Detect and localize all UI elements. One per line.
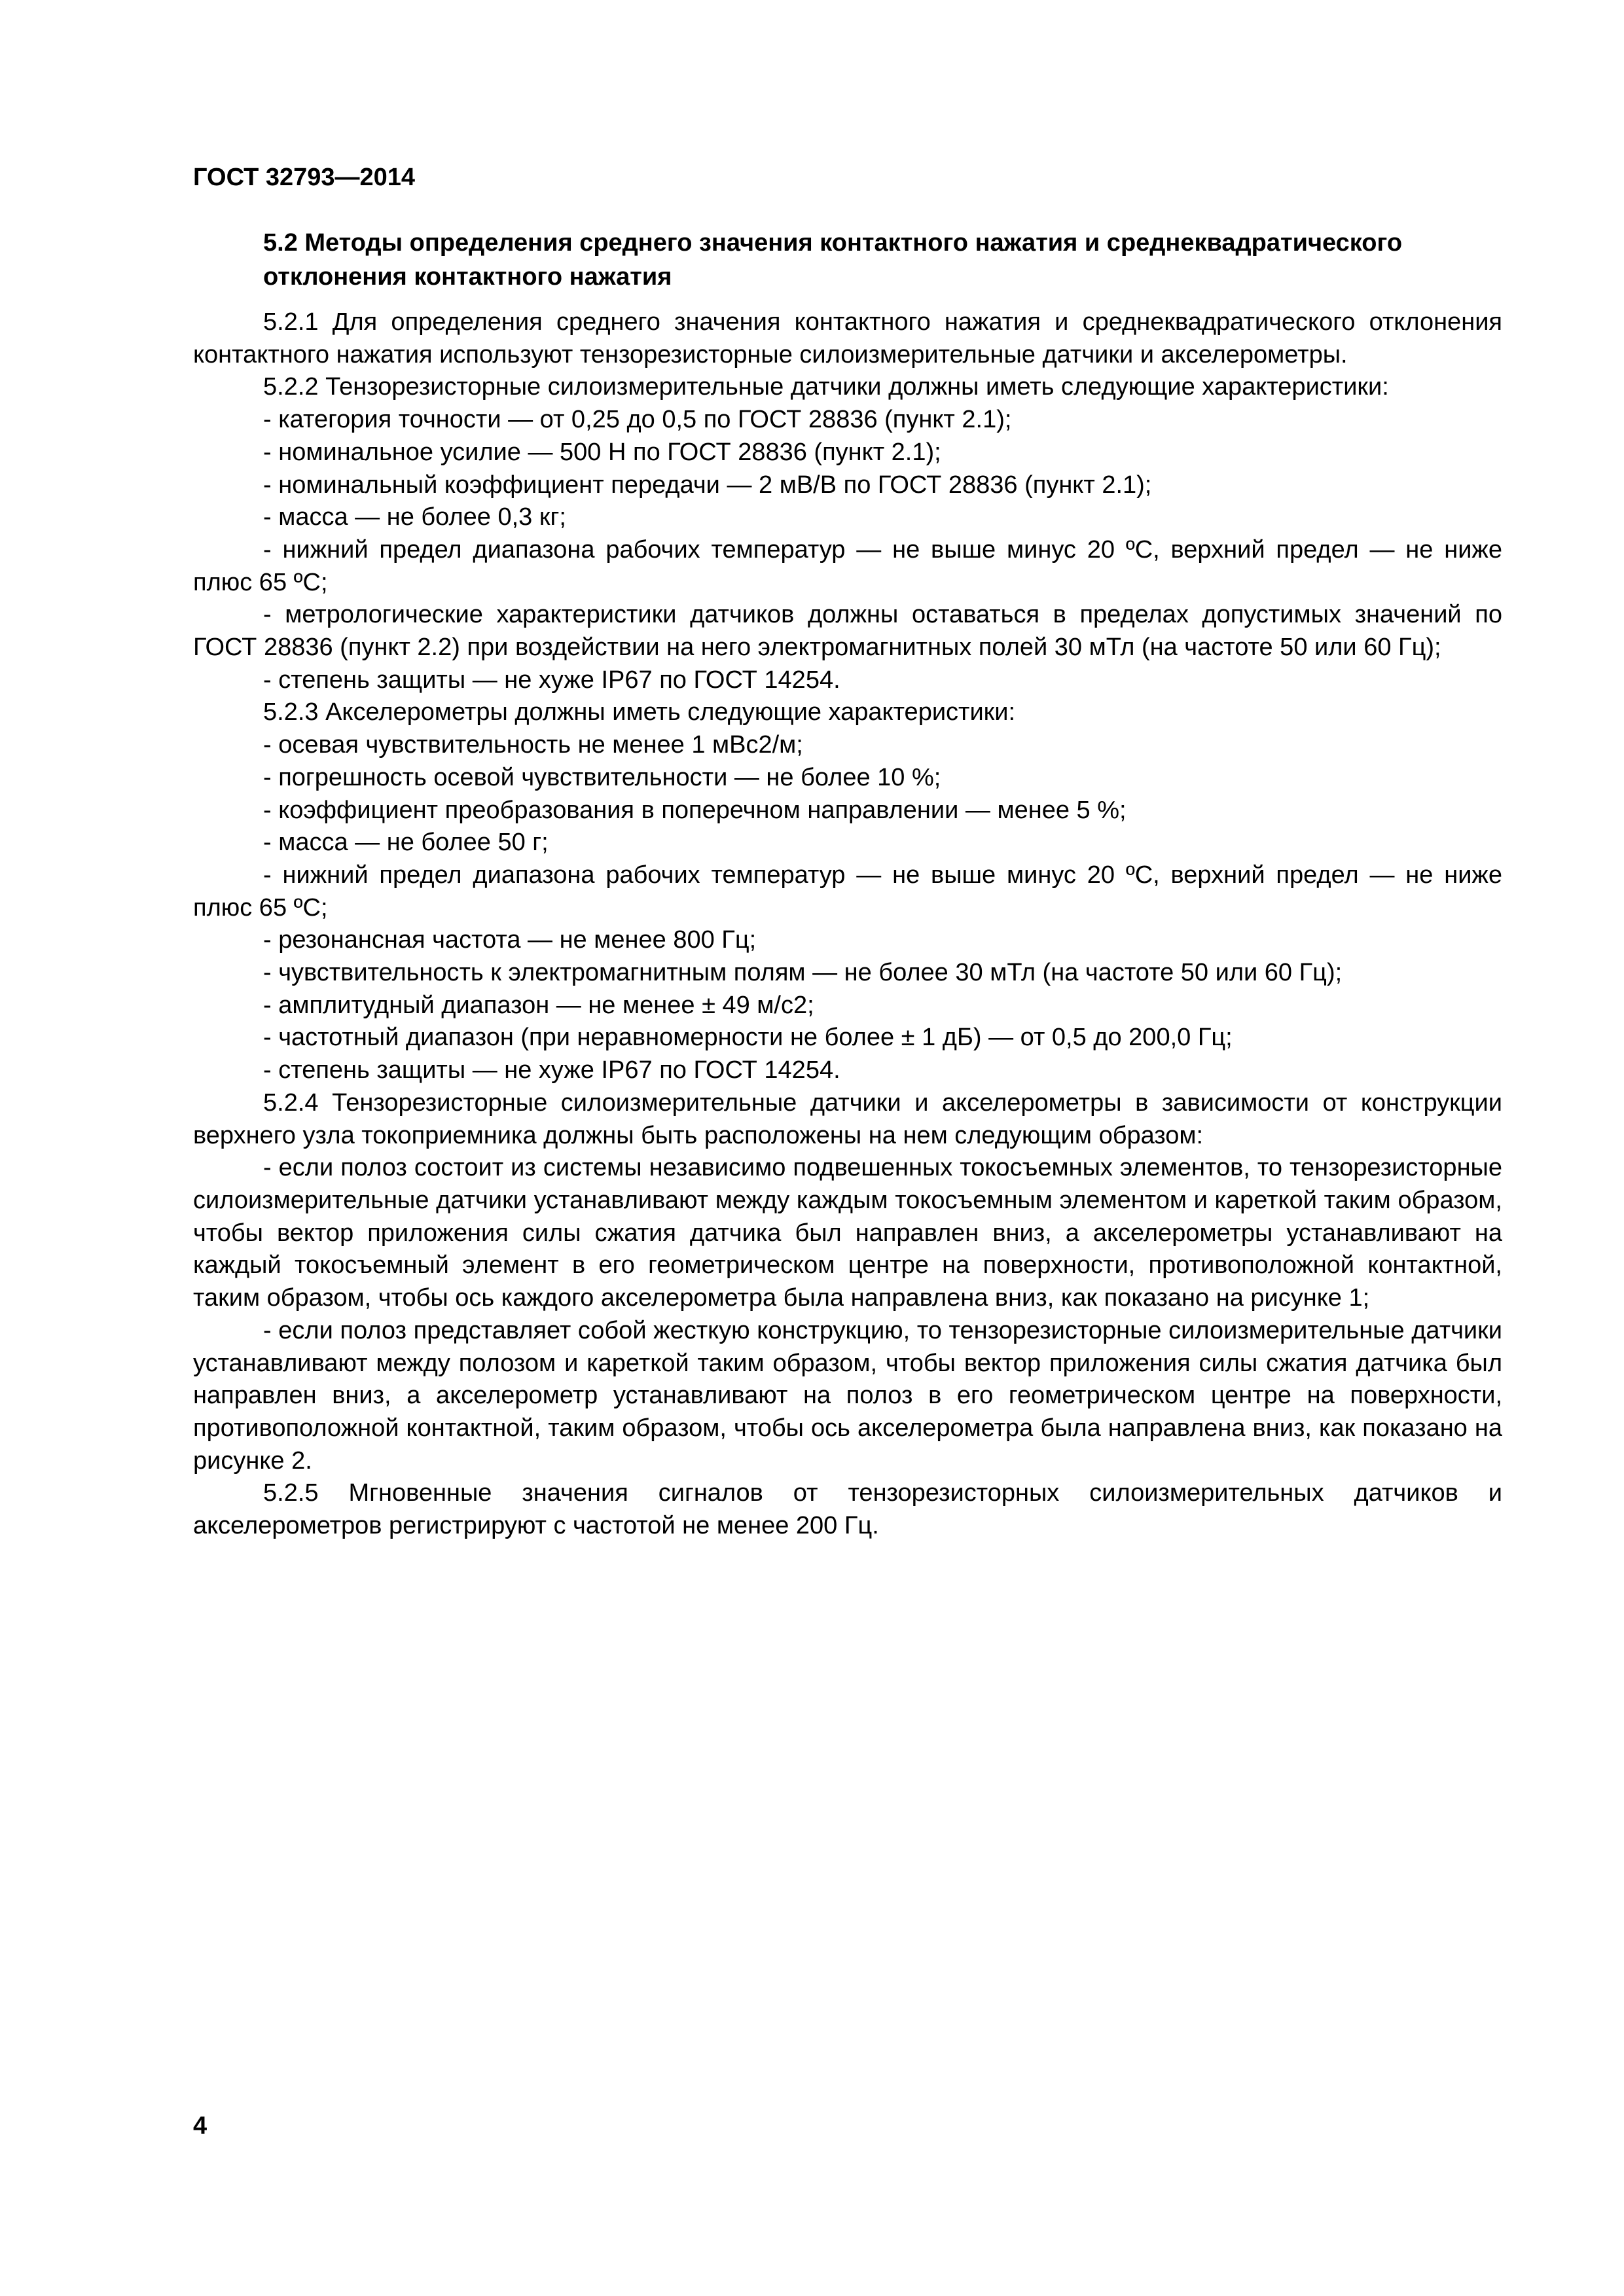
- document-code-header: ГОСТ 32793—2014: [193, 164, 416, 191]
- list-item: - осевая чувствительность не менее 1 мВс2/м;: [263, 731, 803, 759]
- list-item: - метрологические характеристики датчиков должны оставаться в пределах допустимых значений по ГОСТ 28836 (пункт 2.2) при воздействии на него электромагнитных полей 30 мТл (на частоте 50 или 60 Гц);: [193, 601, 1502, 662]
- paragraph-5-2-2: 5.2.2 Тензорезисторные силоизмерительные датчики должны иметь следующие характеристики:: [263, 373, 1389, 401]
- list-item: - масса — не более 0,3 кг;: [263, 503, 566, 531]
- page-number: 4: [193, 2112, 208, 2140]
- list-item: - номинальное усилие — 500 Н по ГОСТ 28836 (пункт 2.1);: [263, 438, 941, 466]
- list-item: - категория точности — от 0,25 до 0,5 по ГОСТ 28836 (пункт 2.1);: [263, 406, 1012, 434]
- paragraph-5-2-5: 5.2.5 Мгновенные значения сигналов от тензорезисторных силоизмерительных датчиков и акселерометров регистрируют с частотой не менее 200 Гц.: [193, 1479, 1502, 1540]
- list-item: - чувствительность к электромагнитным полям — не более 30 мТл (на частоте 50 или 60 Гц);: [263, 959, 1343, 987]
- list-item: - номинальный коэффициент передачи — 2 мВ/В по ГОСТ 28836 (пункт 2.1);: [263, 471, 1152, 499]
- list-item: - нижний предел диапазона рабочих температур — не выше минус 20 ºС, верхний предел — не ниже плюс 65 ºС;: [193, 535, 1502, 596]
- list-item: - масса — не более 50 г;: [263, 829, 549, 857]
- section-title: 5.2 Методы определения среднего значения контактного нажатия и среднеквадратического отклонения контактного нажатия: [263, 229, 1403, 291]
- list-item: - степень защиты — не хуже IP67 по ГОСТ 14254.: [263, 666, 840, 694]
- list-item: - если полоз состоит из системы независимо подвешенных токосъемных элементов, то тензорезисторные силоизмерительные датчики устанавливают между каждым токосъемным элементом и кареткой таким образом, чтобы вектор приложения силы сжатия датчика был направлен вниз, а акселерометры устанавливают на каждый токосъемный элемент в его геометрическом центре на поверхности, противоположной контактной, таким образом, чтобы ось каждого акселерометра была направлена вниз, как показано на рисунке 1;: [193, 1154, 1502, 1312]
- list-item: - резонансная частота — не менее 800 Гц;: [263, 926, 757, 954]
- list-item: - погрешность осевой чувствительности — не более 10 %;: [263, 763, 941, 791]
- list-item: - степень защиты — не хуже IP67 по ГОСТ 14254.: [263, 1056, 840, 1085]
- paragraph-5-2-4: 5.2.4 Тензорезисторные силоизмерительные датчики и акселерометры в зависимости от конструкции верхнего узла токоприемника должны быть расположены на нем следующим образом:: [193, 1088, 1502, 1149]
- list-item: - коэффициент преобразования в поперечном направлении — менее 5 %;: [263, 796, 1127, 824]
- list-item: - амплитудный диапазон — не менее ± 49 м/с2;: [263, 991, 814, 1019]
- paragraph-5-2-1: 5.2.1 Для определения среднего значения контактного нажатия и среднеквадратического отклонения контактного нажатия используют тензорезисторные силоизмерительные датчики и акселерометры.: [193, 308, 1502, 368]
- list-item: - частотный диапазон (при неравномерности не более ± 1 дБ) — от 0,5 до 200,0 Гц;: [263, 1024, 1233, 1052]
- list-item: - нижний предел диапазона рабочих температур — не выше минус 20 ºС, верхний предел — не ниже плюс 65 ºС;: [193, 861, 1502, 922]
- list-item: - если полоз представляет собой жесткую конструкцию, то тензорезисторные силоизмерительные датчики устанавливают между полозом и кареткой таким образом, чтобы вектор приложения силы сжатия датчика был направлен вниз, а акселерометр устанавливают на полоз в его геометрическом центре на поверхности, противоположной контактной, таким образом, чтобы ось акселерометра была направлена вниз, как показано на рисунке 2.: [193, 1316, 1502, 1475]
- paragraph-5-2-3: 5.2.3 Акселерометры должны иметь следующие характеристики:: [263, 698, 1016, 726]
- document-body: [193, 306, 1502, 1543]
